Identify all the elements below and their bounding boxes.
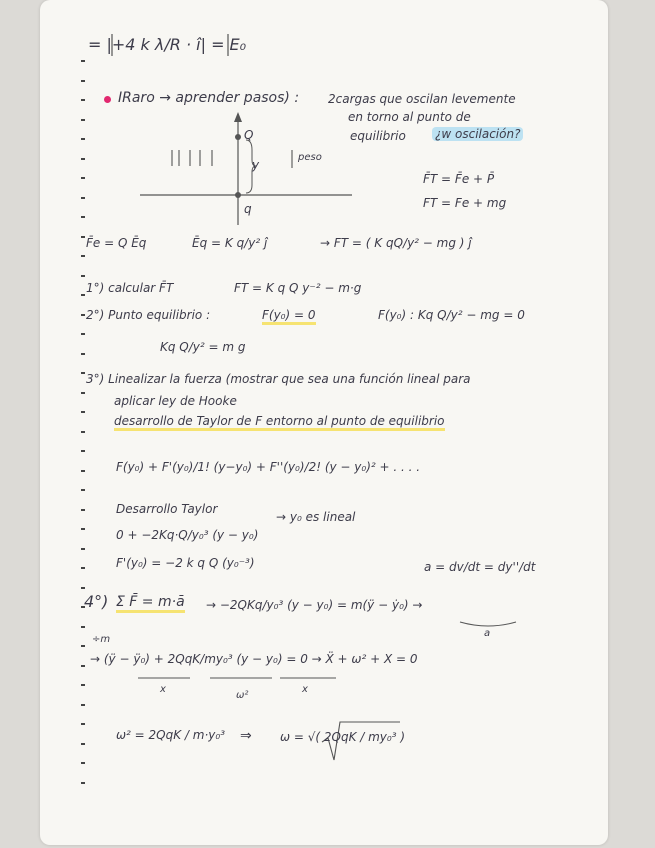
acceleration-eq: a = dv/dt = dy''/dt	[424, 560, 536, 574]
notebook-page	[40, 0, 608, 845]
implies-symbol: ⇒	[240, 728, 252, 744]
question-highlight: ¿w oscilación?	[432, 127, 523, 141]
weight-label: peso	[298, 152, 322, 163]
taylor-series-eq: F(y₀) + F'(y₀)/1! (y−y₀) + F''(y₀)/2! (y − y₀)² + . . . .	[116, 460, 421, 474]
eq-eq: Ēq = K q/y² ĵ	[192, 236, 268, 250]
taylor-label: Desarrollo Taylor	[116, 502, 218, 516]
accel-brace-label: a	[484, 628, 491, 639]
ft-vector-eq: F̄T = F̄e + P̄	[423, 172, 495, 186]
header-equation: = |+4 k λ/R · î| = E₀	[88, 35, 247, 54]
step1-label: 1°) calcular F̄T	[86, 281, 174, 295]
description-line-2: en torno al punto de	[348, 110, 471, 124]
newton-law-eq: Σ F̄ = m·ā	[116, 594, 185, 613]
step2-eq2: F(y₀) : Kq Q/y² − mg = 0	[378, 308, 525, 322]
ft-scalar-eq: FT = Fe + mg	[423, 196, 507, 210]
fe-eq: F̄e = Q Ēq	[86, 236, 147, 250]
newton-result-eq: → −2QKq/y₀³ (y − y₀) = m(ÿ − ẏ₀) →	[206, 598, 423, 612]
step2-eq3: Kq Q/y² = m g	[160, 340, 246, 354]
divide-m-note: ÷m	[92, 634, 111, 645]
step3-line3: desarrollo de Taylor de F entorno al punto de equilibrio	[114, 414, 445, 431]
step2-eq: F(y₀) = 0	[262, 308, 316, 325]
step2-label: 2°) Punto equilibrio :	[86, 308, 211, 322]
x-brace-label-1: x	[160, 684, 166, 695]
step3-line2: aplicar ley de Hooke	[114, 394, 237, 408]
omega-squared-eq: ω² = 2QqK / m·y₀³	[116, 728, 226, 742]
charge-top-label: Q	[244, 128, 254, 142]
description-line-1: 2cargas que oscilan levemente	[328, 92, 516, 106]
step1-eq: FT = K q Q y⁻² − m·g	[234, 281, 362, 295]
y-label: y	[252, 158, 260, 172]
step3-line1: 3°) Linealizar la fuerza (mostrar que sea una función lineal para	[86, 372, 471, 386]
step4-label: 4°)	[84, 592, 109, 611]
charge-q-upper	[235, 134, 241, 140]
x-brace-label-2: x	[302, 684, 308, 695]
derivative-eq: F'(y₀) = −2 k q Q (y₀⁻³)	[116, 556, 255, 570]
section-title: IRaro → aprender pasos) :	[118, 90, 300, 106]
pink-bullet-dot	[104, 96, 111, 103]
w2-brace-label: ω²	[236, 690, 249, 701]
charge-bottom-label: q	[244, 202, 252, 216]
description-line-3: equilibrio	[350, 129, 406, 143]
linear-note: → y₀ es lineal	[276, 510, 356, 524]
oscillator-eq: → (ÿ − ÿ₀) + 2QqK/my₀³ (y − y₀) = 0 → Ẍ + ω² + X = 0	[90, 652, 418, 666]
charge-q-lower	[235, 192, 241, 198]
linearized-eq: 0 + −2Kq·Q/y₀³ (y − y₀)	[116, 528, 259, 542]
ft-result-eq: → FT = ( K qQ/y² − mg ) ĵ	[320, 236, 472, 250]
omega-eq: ω = √( 2QqK / my₀³ )	[280, 730, 406, 744]
